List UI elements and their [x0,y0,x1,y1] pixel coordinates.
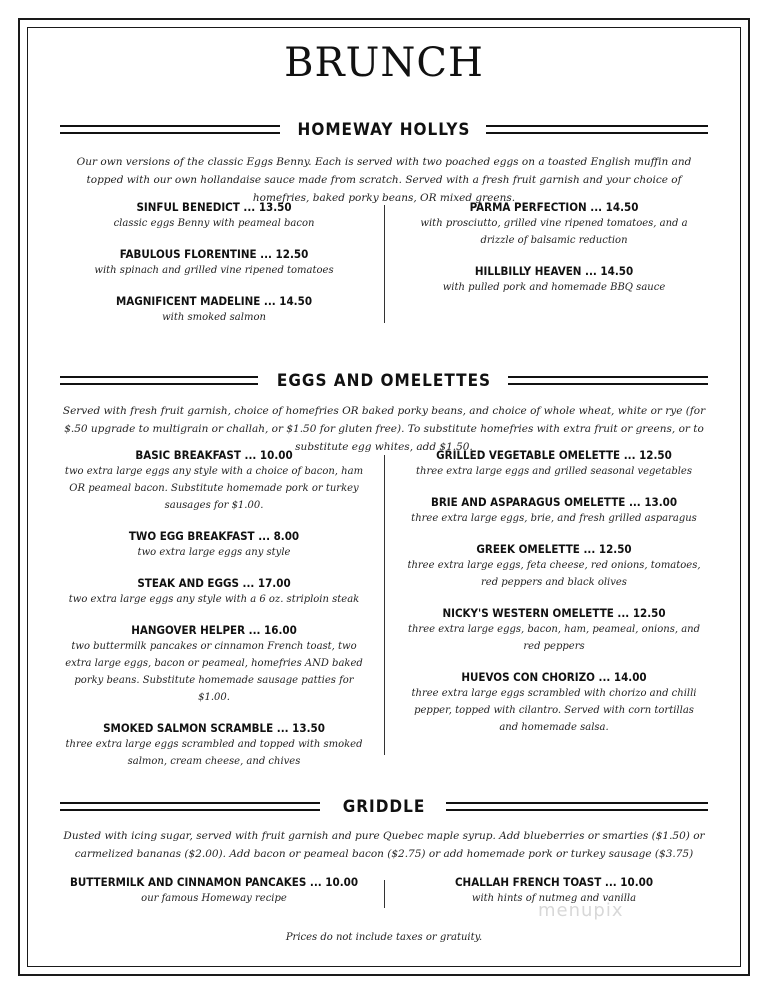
menu-item-name: TWO EGG BREAKFAST ... 8.00 [128,529,300,543]
griddle-left-column [64,874,364,921]
heading-rule-right [508,376,708,385]
menu-item-desc: with spinach and grilled vine ripened tomatoes [94,265,334,276]
menu-item-desc: three extra large eggs scrambled and topped with smoked salmon, cream cheese, and chives [65,739,363,767]
menu-item-desc: classic eggs Benny with peameal bacon [113,218,315,229]
menu-item [404,669,704,736]
heading-rule-right [446,802,708,811]
column-divider [384,880,385,908]
menu-item-desc: three extra large eggs and grilled seasonal vegetables [416,466,692,477]
menu-item-name: GREEK OMELETTE ... 12.50 [476,542,632,556]
menu-item-name: PARMA PERFECTION ... 14.50 [469,200,639,214]
eggs-right-column [404,447,704,750]
menu-item [64,874,364,907]
hollys-left-column [64,199,364,340]
menu-item-desc: three extra large eggs, feta cheese, red onions, tomatoes, red peppers and black olives [407,560,701,588]
menu-item-name: BASIC BREAKFAST ... 10.00 [135,448,293,462]
heading-rule-right [486,125,708,134]
menu-item [404,199,704,249]
menu-item [404,263,704,296]
watermark: menupix [538,900,624,921]
section-intro-griddle: Dusted with icing sugar, served with fruit garnish and pure Quebec maple syrup. Add blueberries or smarties ($1.50) or carmelized bananas ($2.00). Add bacon or peameal bacon ($2.75) or add homemade pork or turkey sausage ($3.75) [63,830,705,860]
menu-item-desc: our famous Homeway recipe [141,893,287,904]
menu-item-desc: three extra large eggs, brie, and fresh grilled asparagus [411,513,697,524]
menu-item-name: STEAK AND EGGS ... 17.00 [137,576,291,590]
menu-item-name: HANGOVER HELPER ... 16.00 [131,623,297,637]
menu-item [404,447,704,480]
section-title-hollys: HOMEWAY HOLLYS [297,120,471,140]
menu-item-name: HUEVOS CON CHORIZO ... 14.00 [461,670,647,684]
footer-note: Prices do not include taxes or gratuity. [285,932,483,943]
menu-item-desc: with prosciutto, grilled vine ripened tomatoes, and a drizzle of balsamic reduction [420,218,688,246]
menu-item-desc: two extra large eggs any style with a choice of bacon, ham OR peameal bacon. Substitute homemade pork or turkey sausages for $1.00. [64,466,364,511]
column-divider [384,205,385,323]
menu-item-name: SMOKED SALMON SCRAMBLE ... 13.50 [103,721,325,735]
section-title-griddle: GRIDDLE [342,797,426,817]
menu-item [64,293,364,326]
eggs-left-column [64,447,364,784]
menu-item-name: BUTTERMILK AND CINNAMON PANCAKES ... 10.00 [69,875,359,889]
page-title: BRUNCH [284,40,484,86]
menu-item [404,494,704,527]
menu-item-desc: two buttermilk pancakes or cinnamon French toast, two extra large eggs, bacon or peameal, homefries AND baked porky beans. Substitute homemade sausage patties for $1.00. [65,641,363,703]
menu-item-desc: two extra large eggs any style [137,547,291,558]
menu-item-desc: three extra large eggs, bacon, ham, peameal, onions, and red peppers [407,624,701,652]
menu-item-desc: two extra large eggs any style with a 6 oz. striploin steak [68,594,360,605]
section-title-eggs: EGGS AND OMELETTES [276,371,492,391]
menu-item-desc: with pulled pork and homemade BBQ sauce [442,282,666,293]
menu-item [64,246,364,279]
menu-item [404,541,704,591]
section-intro-hollys: Our own versions of the classic Eggs Benny. Each is served with two poached eggs on a toasted English muffin and topped with our own hollandaise sauce made from scratch. Served with a fresh fruit garnish and your choice of homefries, baked porky beans, OR mixed greens. [76,156,692,204]
menu-item [404,605,704,655]
menu-item [64,528,364,561]
menu-item-name: NICKY'S WESTERN OMELETTE ... 12.50 [442,606,666,620]
section-heading-hollys [60,118,708,142]
menu-item [64,622,364,706]
menu-item-name: BRIE AND ASPARAGUS OMELETTE ... 13.00 [430,495,678,509]
menu-item [64,447,364,514]
menu-item [64,199,364,232]
menu-item-name: FABULOUS FLORENTINE ... 12.50 [119,247,309,261]
column-divider [384,455,385,755]
menu-item-name: CHALLAH FRENCH TOAST ... 10.00 [454,875,654,889]
hollys-right-column [404,199,704,310]
menu-item-name: SINFUL BENEDICT ... 13.50 [136,200,292,214]
section-heading-eggs [60,369,708,393]
menu-item-name: GRILLED VEGETABLE OMELETTE ... 12.50 [436,448,672,462]
menu-item [64,575,364,608]
section-heading-griddle [60,795,708,819]
menu-item-name: HILLBILLY HEAVEN ... 14.50 [474,264,634,278]
menu-item-desc: three extra large eggs scrambled with chorizo and chilli pepper, topped with cilantro. Served with corn tortillas and homemade salsa. [411,688,697,733]
menu-item-desc: with hints of nutmeg and vanilla [471,893,637,904]
menu-item-desc: with smoked salmon [162,312,266,323]
menu-item-name: MAGNIFICENT MADELINE ... 14.50 [115,294,313,308]
section-intro-eggs: Served with fresh fruit garnish, choice of homefries OR baked porky beans, and choice of whole wheat, white or rye (for $.50 upgrade to multigrain or challah, or $1.50 for gluten free). To substitute homefries with extra fruit or greens, or to substitute egg whites, add $1.50. [62,405,706,453]
menu-item [64,720,364,770]
